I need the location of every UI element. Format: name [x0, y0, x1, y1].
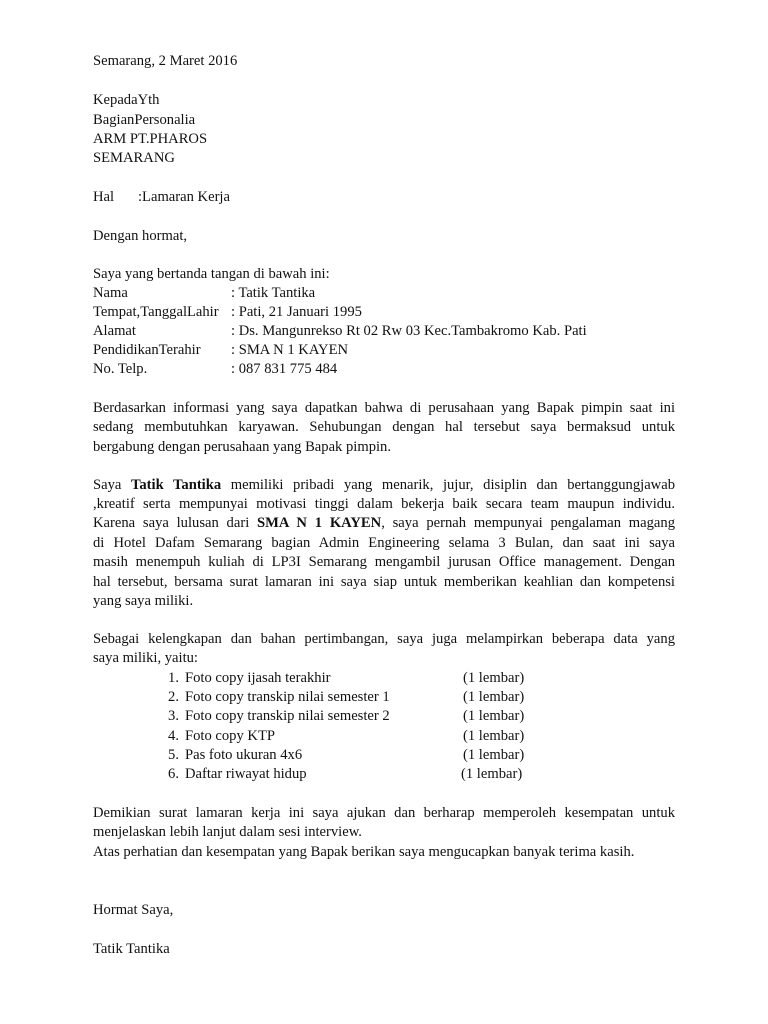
attachment-number: 5.	[168, 747, 179, 763]
paragraph-line: yang saya miliki.	[93, 593, 194, 609]
recipient-line: BagianPersonalia	[93, 112, 196, 128]
identity-value: : Ds. Mangunrekso Rt 02 Rw 03 Kec.Tambakromo Kab. Pati	[231, 323, 587, 339]
attachment-label: Foto copy transkip nilai semester 1	[185, 689, 390, 705]
attachment-number: 2.	[168, 689, 179, 705]
sign-off: Hormat Saya,	[93, 902, 174, 918]
attachment-quantity: (1 lembar)	[463, 708, 525, 724]
place-date: Semarang, 2 Maret 2016	[93, 53, 238, 69]
identity-label: No. Telp.	[93, 361, 148, 377]
paragraph-line: saya miliki, yaitu:	[93, 650, 198, 666]
attachment-number: 4.	[168, 728, 179, 744]
paragraph-line: Karena saya lulusan dari SMA N 1 KAYEN, saya pernah mempunyai pengalaman magang	[93, 515, 675, 531]
paragraph-line: menjelaskan lebih lanjut dalam sesi interview.	[93, 824, 362, 840]
identity-value: : SMA N 1 KAYEN	[231, 342, 349, 358]
subject-label: Hal	[93, 189, 115, 205]
greeting: Dengan hormat,	[93, 228, 188, 244]
attachment-quantity: (1 lembar)	[463, 689, 525, 705]
attachment-item	[0, 746, 768, 764]
applicant-name-bold: Tatik Tantika	[130, 477, 222, 493]
paragraph-line: hal tersebut, bersama surat lamaran ini saya siap untuk memberikan keahlian dan kompetensi	[93, 574, 675, 590]
attachment-label: Foto copy ijasah terakhir	[185, 670, 331, 686]
signature-name: Tatik Tantika	[93, 941, 170, 957]
attachment-quantity: (1 lembar)	[461, 766, 523, 782]
paragraph-line: Berdasarkan informasi yang saya dapatkan bahwa di perusahaan yang Bapak pimpin saat ini	[93, 400, 675, 416]
identity-label: Alamat	[93, 323, 136, 339]
recipient-line: KepadaYth	[93, 92, 160, 108]
school-name-bold: SMA N 1 KAYEN	[257, 515, 382, 531]
attachment-quantity: (1 lembar)	[463, 670, 525, 686]
paragraph-line: sedang membutuhkan karyawan. Sehubungan dengan hal tersebut saya bermaksud untuk	[93, 419, 675, 435]
paragraph-line: ,kreatif serta mempunyai motivasi tinggi dalam bekerja baik secara team maupun individu.	[93, 496, 675, 512]
attachment-item	[0, 688, 768, 706]
attachment-item	[0, 669, 768, 687]
intro-text: Saya yang bertanda tangan di bawah ini:	[93, 266, 330, 282]
identity-label: PendidikanTerahir	[93, 342, 201, 358]
identity-label: Nama	[93, 285, 128, 301]
paragraph-line: di Hotel Dafam Semarang bagian Admin Engineering selama 3 Bulan, dan saat ini saya	[93, 535, 675, 551]
paragraph-line: bergabung dengan perusahaan yang Bapak pimpin.	[93, 439, 392, 455]
paragraph-line: Atas perhatian dan kesempatan yang Bapak berikan saya mengucapkan banyak terima kasih.	[93, 844, 635, 860]
attachment-quantity: (1 lembar)	[463, 747, 525, 763]
paragraph-line: masih menempuh kuliah di LP3I Semarang mengambil jurusan Office management. Dengan	[93, 554, 675, 570]
attachment-number: 1.	[168, 670, 179, 686]
attachment-label: Foto copy transkip nilai semester 2	[185, 708, 390, 724]
attachment-number: 3.	[168, 708, 179, 724]
attachment-label: Daftar riwayat hidup	[185, 766, 307, 782]
subject-value: :Lamaran Kerja	[138, 189, 230, 205]
recipient-line: SEMARANG	[93, 150, 175, 166]
attachment-item	[0, 765, 768, 783]
identity-value: : 087 831 775 484	[231, 361, 338, 377]
identity-value: : Pati, 21 Januari 1995	[231, 304, 362, 320]
attachment-number: 6.	[168, 766, 179, 782]
recipient-line: ARM PT.PHAROS	[93, 131, 208, 147]
identity-value: : Tatik Tantika	[231, 285, 316, 301]
attachment-label: Pas foto ukuran 4x6	[185, 747, 303, 763]
attachment-quantity: (1 lembar)	[463, 728, 525, 744]
attachment-item	[0, 727, 768, 745]
paragraph-line: Sebagai kelengkapan dan bahan pertimbangan, saya juga melampirkan beberapa data yang	[93, 631, 675, 647]
identity-label: Tempat,TanggalLahir	[93, 304, 219, 320]
attachment-label: Foto copy KTP	[185, 728, 275, 744]
paragraph-line: Demikian surat lamaran kerja ini saya ajukan dan berharap memperoleh kesempatan untuk	[93, 805, 675, 821]
attachment-item	[0, 707, 768, 725]
paragraph-line: Saya Tatik Tantika memiliki pribadi yang menarik, jujur, disiplin dan bertanggungjawab	[93, 477, 675, 493]
